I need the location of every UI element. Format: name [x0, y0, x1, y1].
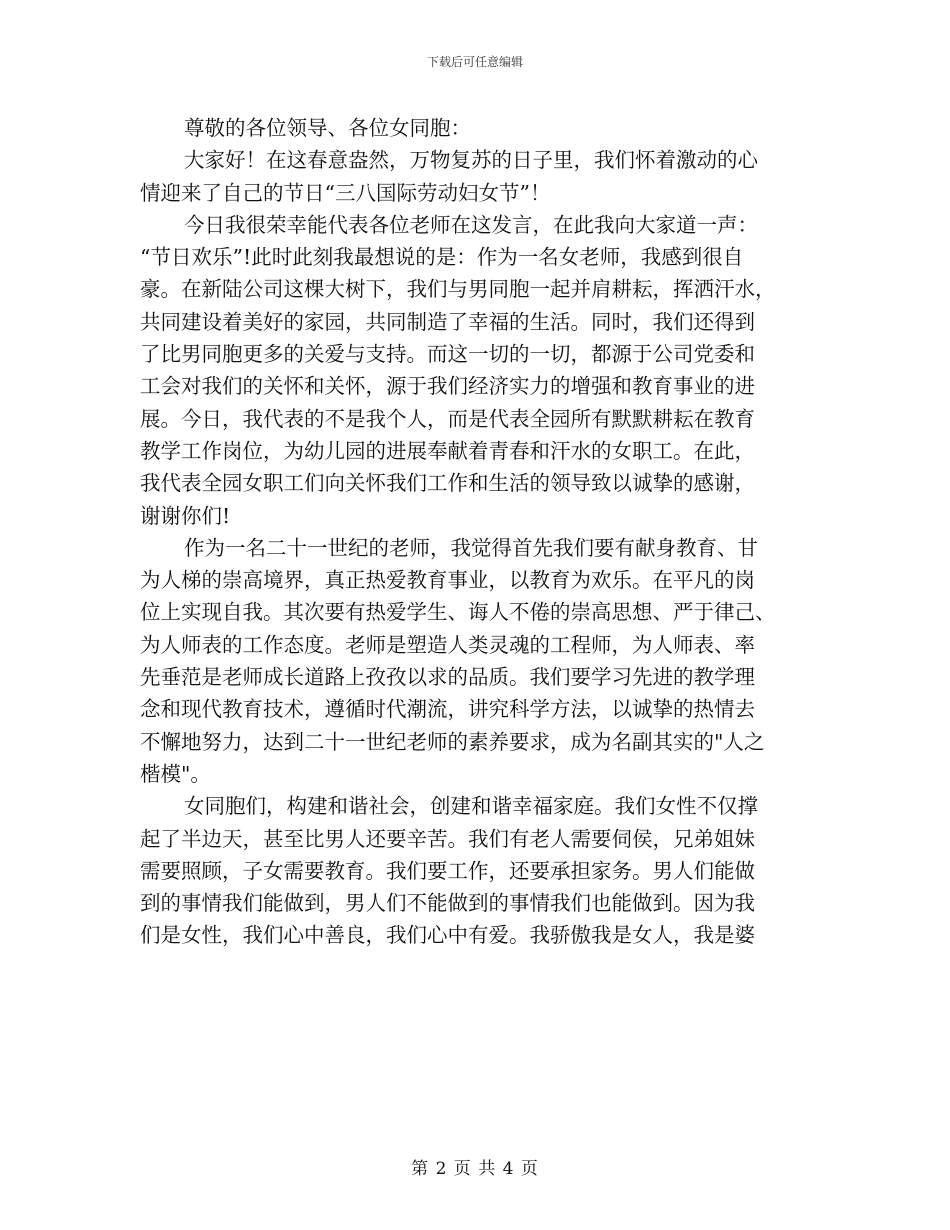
text-line: 了比男同胞更多的关爱与支持。而这一切的一切，都源于公司党委和 — [140, 342, 755, 367]
text-line: 需要照顾，子女需要教育。我们要工作，还要承担家务。男人们能做 — [140, 858, 755, 883]
text-line: 念和现代教育技术，遵循时代潮流，讲究科学方法，以诚挚的热情去 — [140, 697, 755, 722]
text-line: 位上实现自我。其次要有热爱学生、诲人不倦的崇高思想、严于律己、 — [140, 600, 776, 625]
text-line: 到的事情我们能做到，男人们不能做到的事情我们也能做到。因为我 — [140, 891, 755, 916]
text-line: 不懈地努力，达到二十一世纪老师的素养要求，成为名副其实的"人之 — [140, 729, 765, 754]
document-body — [140, 112, 810, 952]
text-line: 为人梯的崇高境界，真正热爱教育事业，以教育为欢乐。在平凡的岗 — [140, 568, 755, 593]
header-note: 下载后可任意编辑 — [426, 55, 523, 69]
text-line: 尊敬的各位领导、各位女同胞： — [184, 116, 471, 140]
text-line: 教学工作岗位，为幼儿园的进展奉献着青春和汗水的女职工。在此， — [140, 438, 755, 463]
text-line: 共同建设着美好的家园，共同制造了幸福的生活。同时，我们还得到 — [140, 309, 755, 334]
text-line: 谢谢你们! — [140, 503, 231, 528]
text-line: 为人师表的工作态度。老师是塑造人类灵魂的工程师，为人师表、率 — [140, 632, 755, 657]
text-line: 们是女性，我们心中善良，我们心中有爱。我骄傲我是女人，我是婆 — [140, 923, 755, 948]
text-line: 女同胞们，构建和谐社会，创建和谐幸福家庭。我们女性不仅撑 — [184, 794, 758, 819]
text-line: 先垂范是老师成长道路上孜孜以求的品质。我们要学习先进的教学理 — [140, 665, 755, 690]
text-line: “节日欢乐”!此时此刻我最想说的是：作为一名女老师，我感到很自 — [140, 245, 744, 270]
page-number: 第 2 页 共 4 页 — [411, 1159, 539, 1179]
text-line: 楷模"。 — [140, 761, 211, 786]
text-line: 起了半边天，甚至比男人还要辛苦。我们有老人需要伺侯，兄弟姐妹 — [140, 826, 755, 851]
text-line: 展。今日，我代表的不是我个人，而是代表全园所有默默耕耘在教育 — [140, 406, 755, 431]
text-line: 情迎来了自己的节日“三八国际劳动妇女节”！ — [140, 180, 551, 205]
text-line: 大家好！在这春意盎然，万物复苏的日子里，我们怀着激动的心 — [184, 148, 758, 173]
text-line: 作为一名二十一世纪的老师，我觉得首先我们要有献身教育、甘 — [184, 535, 758, 560]
text-line: 我代表全园女职工们向关怀我们工作和生活的领导致以诚挚的感谢， — [140, 471, 755, 496]
text-line: 豪。在新陆公司这棵大树下，我们与男同胞一起并肩耕耘，挥洒汗水， — [140, 277, 776, 302]
text-line: 工会对我们的关怀和关怀，源于我们经济实力的增强和教育事业的进 — [140, 374, 755, 399]
text-line: 今日我很荣幸能代表各位老师在这发言，在此我向大家道一声： — [184, 212, 758, 237]
